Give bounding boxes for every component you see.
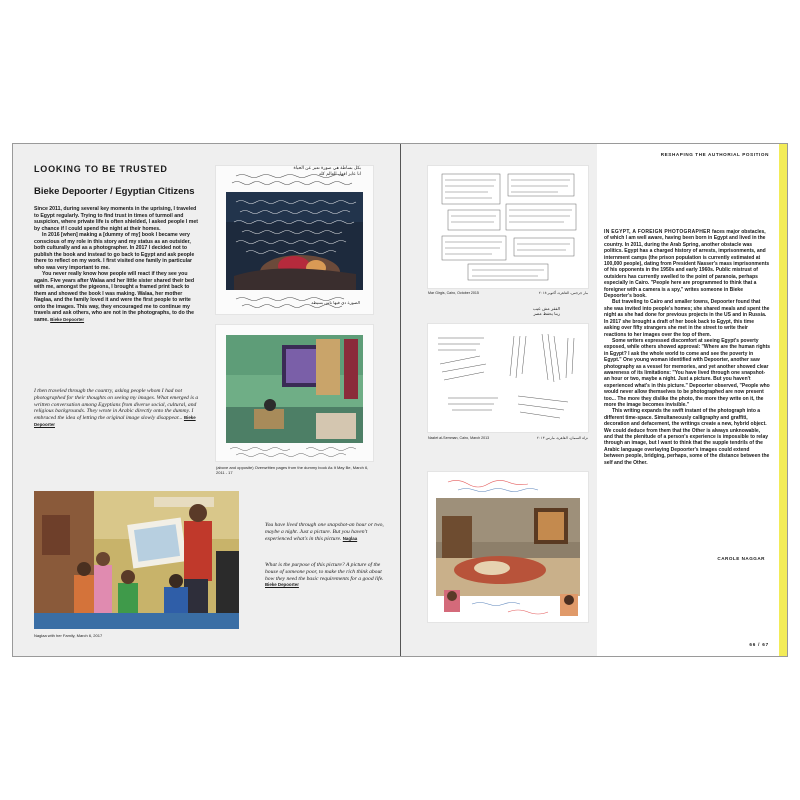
right-body-text — [604, 229, 770, 466]
pull-quote-1: I then traveled through the country, asking people whom I had not photographed for their thoughts on seeing my images. What emerged is a written conversation among Egyptians from diverse social, cultural, and religious backgrounds. They wrote in Arabic directly onto the dummy. I embraced the idea of letting the original image slowly disappear... Bieke Depoorter — [34, 388, 199, 427]
pull-quote-2a: You have lived through one snapshot-an hour or two, maybe a night. Just a picture. But you haven't experienced what's in this picture. Naglaa — [265, 522, 384, 542]
article-title: Bieke Depoorter / Egyptian Citizens — [34, 186, 195, 197]
caption-right-2: Nazlet al-Semman, Cairo, March 2013 — [428, 436, 490, 440]
arabic-handwriting-top — [236, 166, 361, 177]
author-name: CAROLE NAGGAR — [717, 556, 765, 561]
left-body-paragraph: Since 2011, during several key moments in the uprising, I traveled to Egypt regularly. Trying to find trust in times of turmoil and suspicion, where private life is often shielded, I asked people I met by chance if I could spend the night at their homes. — [34, 206, 199, 232]
right-body-lead: IN EGYPT, A FOREIGN PHOTOGRAPHER — [604, 229, 711, 235]
dummy-page-photo-5 — [428, 472, 588, 622]
dummy-page-photo-2 — [216, 325, 373, 461]
arabic-note: الفقر مش عيب — [532, 306, 560, 311]
section-title: LOOKING TO BE TRUSTED — [34, 164, 168, 174]
caption-family: Naglaa with her Family, March 6, 2017 — [34, 633, 103, 638]
right-body-paragraph: This writing expands the swift instant of the photograph into a different time-space. Simultaneously calligraphy and graffiti, decoration and defacement, the writings create a new, hybrid object. We could deduce from them that the Other is always unknowable, and that the plenitude of a person's experience is impossible to relay through an image, but I want to think that the supple tendrils of the Arabic language overlaying Depoorter's images could extend between people, bridging, perhaps, some of the distance between the self and the Other. — [604, 408, 770, 466]
left-page — [13, 144, 401, 656]
pull-quote-2b: What is the purpose of this picture? A picture of the house of someone poor, to make the rich think about how they need the basic requirements for a good life. Bieke Depoorter — [265, 562, 384, 588]
yellow-page-edge — [779, 144, 787, 656]
left-body-text — [34, 206, 202, 323]
dummy-page-photo-4 — [428, 324, 588, 432]
quote-1-credit: Bieke Depoorter — [34, 415, 196, 427]
running-header: RESHAPING THE AUTHORIAL POSITION — [660, 152, 769, 157]
caption-right-2-arabic: نزلة السمان، القاهرة، مارس ٢٠١٣ — [536, 436, 588, 440]
left-body-credit: Bieke Depoorter — [50, 316, 85, 322]
quote-2b-credit: Bieke Depoorter — [265, 582, 299, 588]
quote-2a-credit: Naglaa — [342, 535, 358, 541]
left-body-paragraph: You never really know how people will react if they see you again. Five years after Walaa and her little sister shared their bed with me, amongst the pigeons, I brought a framed print back to them and showed the book I was making. Walaa, her mother Naglaa, and the family loved it and were the first people to write onto the images. This way, they encouraged me to continue my travels and ask others, who are not in the photographs, to do the same. Bieke Depoorter — [34, 271, 195, 323]
dummy-page-photo-1 — [216, 166, 373, 314]
caption-right-1-arabic: مار جرجس، القاهرة، أكتوبر ٢٠١٥ — [538, 291, 588, 295]
right-body-paragraph: IN EGYPT, A FOREIGN PHOTOGRAPHER faces major obstacles, of which I am well aware, having been born in Egypt and lived in the country. In 2011, during the Arab Spring, another obstacle was politics. Egypt has a charged history of arrests, imprisonments, and internment camps (the prison population is currently estimated at 100,000 people), dating from President Nasser's mass imprisonments of his opponents in the 1950s and early 1960s. Public mistrust of outsiders has currently swelled to the point of paranoia, perhaps especially in Cairo. "People here are programmed to think that a foreigner with a camera is a spy," writes someone in Bieke Depoorter's book. — [604, 229, 770, 300]
arabic-note: بكل بساطة هي صورة تعبر عن الحياة — [293, 166, 361, 171]
arabic-note: انا عايز اقول للعالم كله — [318, 171, 361, 177]
arabic-note: ربنا يحفظ مصر — [533, 311, 560, 317]
arabic-note: الصورة دي فيها ناس بسيطة — [311, 300, 360, 305]
dummy-page-photo-3-image — [428, 166, 588, 288]
dummy-page-photo-4-image — [428, 324, 588, 432]
right-body-paragraph: But traveling to Cairo and smaller towns, Depoorter found that she was invited into people's homes; she shared meals and spent the night as she had done for previous projects in the US and in Russia. In 2017 she brought a draft of her book back to Egypt, this time asking over fifty strangers she met in the street to write their reactions to her images over the top of them. — [604, 299, 770, 338]
magazine-spread — [12, 143, 788, 657]
dummy-page-photo-1-image — [216, 166, 373, 314]
right-page — [401, 144, 787, 656]
arabic-handwriting-bottom — [220, 300, 360, 305]
right-body-paragraph: Some writers expressed discomfort at seeing Egypt's poverty exposed, while others showed approval: "Where are the human rights in Egypt? I ask the whole world to come and see the poverty in Egypt." One young woman identified with Depoorter, another saw photography as a vessel for memories, and yet another showed clear awareness of its limitations: "You have lived through one snapshot-an hour or two, maybe a night. Just a picture. But you haven't experienced what's in this picture." Depoorter observed, "People who would never allow themselves to be photographed are now present too... The more they dislike the photo, the more they write on it, the more the image becomes invisible." — [604, 337, 771, 408]
dummy-page-photo-3 — [428, 166, 588, 288]
dummy-page-photo-2-image — [216, 325, 373, 461]
caption-dummy-book: (above and opposite) Overwritten pages from the dummy book As It May Be, March 6, 2011 - 17 — [216, 465, 369, 475]
arabic-handwriting-right — [440, 306, 560, 317]
family-photo-image — [34, 491, 239, 629]
family-photo — [34, 491, 239, 629]
left-body-paragraph: In 2016 [when] making a [dummy of my] book I became very conscious of my role in this story and my status as an outsider, both culturally and as a photographer. In 2017 I decided not to publish the book and instead to go back to Egypt and ask people there to reflect on my work. I first visited one family in particular who was very important to me. — [34, 232, 195, 271]
page-numbers: 66 / 67 — [749, 642, 769, 647]
dummy-page-photo-5-image — [428, 472, 588, 622]
caption-right-1: Mar Girgis, Cairo, October 2015 — [428, 291, 479, 295]
